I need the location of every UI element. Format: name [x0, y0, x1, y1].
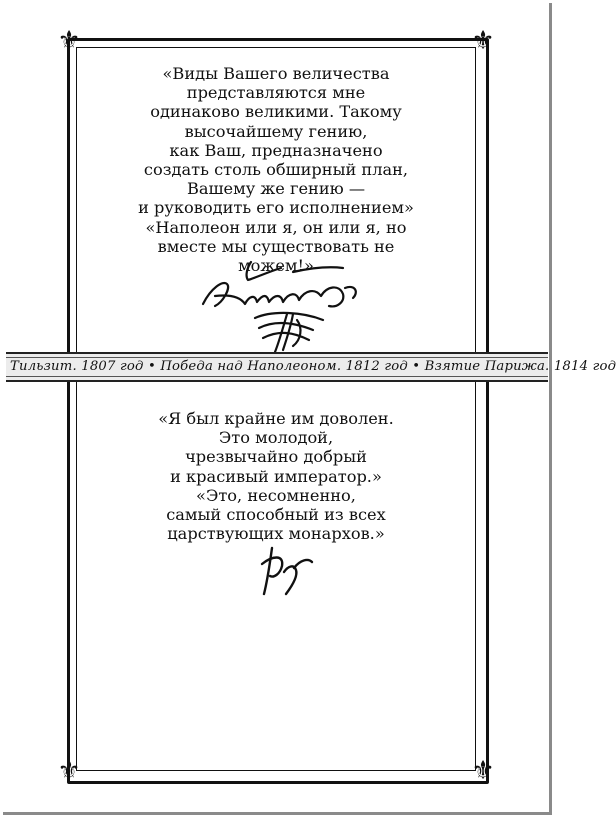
- quote-line: вместе мы существовать не: [157, 236, 395, 256]
- quote-line: «Наполеон или я, он или я, но: [145, 217, 407, 237]
- quote-line: создать столь обширный план,: [143, 160, 409, 180]
- quote-line: царствующих монархов.»: [167, 524, 385, 544]
- quote-line: одинаково великими. Такому: [150, 102, 402, 122]
- quote-line: самый способный из всех: [166, 505, 386, 525]
- fleur-de-lis-icon: ⚜: [471, 26, 495, 56]
- quote-line: и руководить его исполнением»: [138, 198, 414, 218]
- quote-line: и красивый император.»: [170, 466, 382, 486]
- quote-line: можем!»: [238, 256, 314, 276]
- quote-line: как Ваш, предназначено: [169, 140, 383, 160]
- signature-napoleon: [258, 542, 316, 600]
- quote-line: Это молодой,: [218, 428, 334, 448]
- quote-napoleon: [90, 409, 462, 543]
- quote-line: высочайшему гению,: [184, 121, 368, 141]
- ribbon-text: Тильзит. 1807 год • Победа над Наполеоном. 1812 год • Взятие Парижа. 1814 год: [10, 359, 616, 374]
- quote-alexander: [90, 64, 462, 275]
- signature-alexander: [193, 258, 363, 356]
- quote-line: «Я был крайне им доволен.: [158, 409, 394, 428]
- quote-line: «Это, несомненно,: [196, 485, 356, 505]
- quote-line: «Виды Вашего величества: [162, 64, 390, 83]
- fleur-de-lis-icon: ⚜: [471, 756, 495, 786]
- quote-line: чрезвычайно добрый: [185, 447, 367, 467]
- quote-line: представляются мне: [186, 83, 366, 103]
- fleur-de-lis-icon: ⚜: [57, 756, 81, 786]
- fleur-de-lis-icon: ⚜: [57, 26, 81, 56]
- quote-line: Вашему же гению —: [186, 179, 366, 199]
- dates-ribbon-banner: [6, 352, 616, 382]
